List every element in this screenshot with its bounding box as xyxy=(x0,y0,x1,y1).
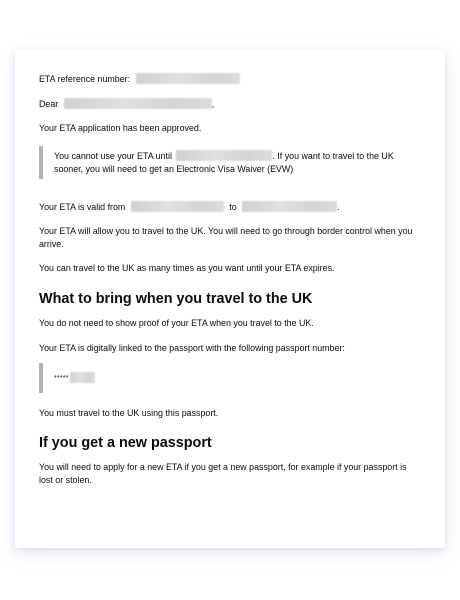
greeting-comma: , xyxy=(211,99,215,109)
passport-number-masked: ***** xyxy=(54,375,69,382)
new-passport-text: You will need to apply for a new ETA if you get a new passport, for example if your passport is lost or stolen. xyxy=(39,462,407,485)
notice-part-2: . If you want to travel to the UK sooner, you will need to get an Electronic Visa Waiver (EVW) xyxy=(54,151,394,174)
redacted-valid-from-date xyxy=(131,201,224,212)
passport-number-inset xyxy=(39,363,414,393)
redacted-valid-to-date xyxy=(242,201,340,212)
linked-passport-text: Your ETA is digitally linked to the passport with the following passport number: xyxy=(39,343,345,353)
no-proof-text: You do not need to show proof of your ETA when you travel to the UK. xyxy=(39,318,314,328)
notice-part-1: You cannot use your ETA until xyxy=(54,151,172,161)
validity-notice-text xyxy=(54,150,414,176)
approval-message: Your ETA application has been approved. xyxy=(39,123,202,133)
redacted-start-date xyxy=(176,150,272,161)
allow-travel-text: Your ETA will allow you to travel to the UK. You will need to go through border control when you arrive. xyxy=(39,226,413,249)
redacted-recipient-name xyxy=(64,98,215,109)
heading-what-to-bring: What to bring when you travel to the UK xyxy=(39,291,313,307)
valid-dates-line xyxy=(39,201,422,214)
valid-from-label: Your ETA is valid from xyxy=(39,202,126,212)
redacted-passport-digits xyxy=(70,372,95,383)
email-body-card xyxy=(15,50,445,548)
many-times-text: You can travel to the UK as many times as you want until your ETA expires. xyxy=(39,263,335,273)
greeting-text: Dear xyxy=(39,99,59,109)
heading-new-passport: If you get a new passport xyxy=(39,435,212,451)
redacted-reference-number xyxy=(136,73,240,84)
reference-line xyxy=(39,73,422,86)
reference-label: ETA reference number: xyxy=(39,74,131,84)
validity-notice-inset xyxy=(39,146,414,179)
valid-to-label: to xyxy=(229,202,237,212)
valid-end-period: . xyxy=(337,202,340,212)
passport-number-line xyxy=(54,372,414,386)
must-use-passport-text: You must travel to the UK using this passport. xyxy=(39,408,219,418)
greeting-line xyxy=(39,98,422,111)
